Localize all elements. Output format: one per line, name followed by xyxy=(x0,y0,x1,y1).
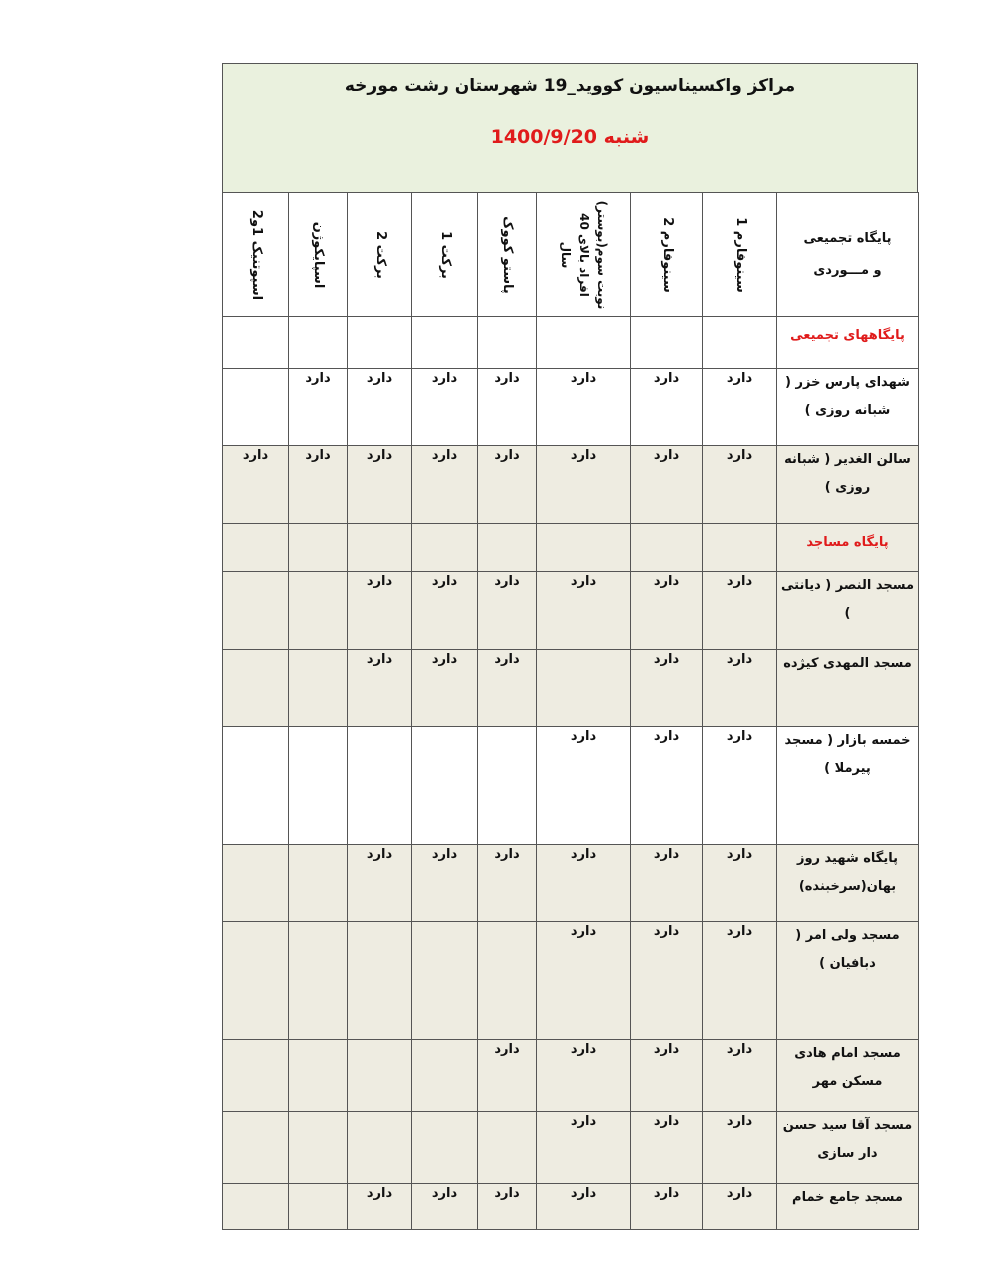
availability-cell xyxy=(703,524,777,572)
header-booster xyxy=(537,193,631,317)
header-label: برکت 2 xyxy=(372,230,388,279)
site-name: مسجد ولی امر ( دبافیان ) xyxy=(777,922,919,1040)
availability-cell: دارد xyxy=(478,845,537,922)
availability-cell xyxy=(289,727,348,845)
header-label: اسپایکوژن xyxy=(311,221,326,288)
site-name: مسجد آقا سید حسن دار سازی xyxy=(777,1112,919,1184)
availability-cell: دارد xyxy=(478,1184,537,1230)
availability-cell xyxy=(289,1112,348,1184)
availability-cell xyxy=(412,317,478,369)
availability-cell: دارد xyxy=(289,446,348,524)
section-title: پایگاههای تجمیعی xyxy=(777,317,919,369)
site-name: مسجد امام هادی مسکن مهر xyxy=(777,1040,919,1112)
availability-cell: دارد xyxy=(348,369,412,446)
availability-cell xyxy=(348,1040,412,1112)
availability-cell: دارد xyxy=(348,650,412,727)
header-label: نوبت سوم(بوستر) افراد بالای 40 سال xyxy=(558,200,609,309)
availability-cell: دارد xyxy=(412,845,478,922)
availability-cell xyxy=(223,369,289,446)
availability-cell: دارد xyxy=(703,1112,777,1184)
availability-cell: دارد xyxy=(478,369,537,446)
availability-cell: دارد xyxy=(703,446,777,524)
availability-cell: دارد xyxy=(537,446,631,524)
site-name: پایگاه شهید روز بهان(سرخبنده) xyxy=(777,845,919,922)
availability-cell xyxy=(348,317,412,369)
header-label: اسپوتنیک 1و2 xyxy=(248,209,264,300)
availability-cell xyxy=(223,845,289,922)
availability-cell: دارد xyxy=(537,922,631,1040)
availability-cell: دارد xyxy=(703,1040,777,1112)
availability-cell: دارد xyxy=(703,650,777,727)
header-row xyxy=(223,193,919,317)
site-name: شهدای پارس خزر ( شبانه روزی ) xyxy=(777,369,919,446)
availability-cell xyxy=(412,1040,478,1112)
availability-cell: دارد xyxy=(631,727,703,845)
availability-cell xyxy=(289,1184,348,1230)
site-name: مسجد جامع خمام xyxy=(777,1184,919,1230)
availability-cell xyxy=(348,1112,412,1184)
section-title: پایگاه مساجد xyxy=(777,524,919,572)
availability-cell: دارد xyxy=(412,650,478,727)
availability-cell xyxy=(348,524,412,572)
availability-cell xyxy=(537,650,631,727)
availability-cell: دارد xyxy=(703,1184,777,1230)
availability-cell: دارد xyxy=(631,369,703,446)
title-banner xyxy=(222,63,918,193)
table-row xyxy=(223,727,919,845)
header-sputnik xyxy=(223,193,289,317)
table-row xyxy=(223,1040,919,1112)
availability-cell xyxy=(478,727,537,845)
availability-cell xyxy=(223,922,289,1040)
availability-cell xyxy=(289,317,348,369)
sheet-date: شنبه 1400/9/20 xyxy=(490,126,650,148)
availability-cell xyxy=(412,524,478,572)
availability-cell: دارد xyxy=(703,572,777,650)
header-label: سینوفارم 1 xyxy=(732,216,748,293)
availability-cell xyxy=(537,524,631,572)
vaccine-availability-table xyxy=(222,192,919,1230)
availability-cell xyxy=(631,317,703,369)
availability-cell: دارد xyxy=(537,1112,631,1184)
table-row xyxy=(223,650,919,727)
availability-cell: دارد xyxy=(631,650,703,727)
header-pasto-covac xyxy=(478,193,537,317)
header-site-type xyxy=(777,193,919,317)
availability-cell xyxy=(412,922,478,1040)
availability-cell xyxy=(289,1040,348,1112)
availability-cell: دارد xyxy=(537,369,631,446)
availability-cell: دارد xyxy=(631,1184,703,1230)
availability-cell xyxy=(703,317,777,369)
availability-cell: دارد xyxy=(412,369,478,446)
availability-cell xyxy=(223,524,289,572)
vaccination-sheet xyxy=(222,63,918,1230)
availability-cell xyxy=(223,572,289,650)
availability-cell: دارد xyxy=(631,1112,703,1184)
section-row xyxy=(223,524,919,572)
availability-cell: دارد xyxy=(537,1040,631,1112)
availability-cell xyxy=(478,1112,537,1184)
table-row xyxy=(223,369,919,446)
availability-cell: دارد xyxy=(537,845,631,922)
table-row xyxy=(223,1112,919,1184)
table-row xyxy=(223,446,919,524)
site-name: مسجد المهدی کیژده xyxy=(777,650,919,727)
availability-cell: دارد xyxy=(703,922,777,1040)
availability-cell: دارد xyxy=(631,922,703,1040)
availability-cell: دارد xyxy=(478,446,537,524)
availability-cell xyxy=(478,524,537,572)
availability-cell xyxy=(289,922,348,1040)
availability-cell: دارد xyxy=(348,845,412,922)
availability-cell: دارد xyxy=(412,1184,478,1230)
availability-cell xyxy=(223,727,289,845)
availability-cell xyxy=(412,1112,478,1184)
availability-cell: دارد xyxy=(537,572,631,650)
site-name: خمسه بازار ( مسجد پیرملا ) xyxy=(777,727,919,845)
site-name: سالن الغدیر ( شبانه روزی ) xyxy=(777,446,919,524)
header-sinopharm-2 xyxy=(631,193,703,317)
sheet-title: مراکز واکسیناسیون کووید_19 شهرستان رشت مورخه xyxy=(344,76,796,96)
availability-cell: دارد xyxy=(631,845,703,922)
availability-cell xyxy=(537,317,631,369)
header-barekat-2 xyxy=(348,193,412,317)
header-barekat-1 xyxy=(412,193,478,317)
header-label: برکت 1 xyxy=(437,230,453,279)
availability-cell xyxy=(223,1112,289,1184)
availability-cell: دارد xyxy=(537,727,631,845)
availability-cell: دارد xyxy=(631,572,703,650)
header-spikogen xyxy=(289,193,348,317)
corner-line-1: پایگاه تجمیعی xyxy=(803,230,892,246)
availability-cell xyxy=(631,524,703,572)
availability-cell: دارد xyxy=(537,1184,631,1230)
availability-cell xyxy=(289,524,348,572)
header-label: پاستو کووک xyxy=(500,215,515,294)
availability-cell xyxy=(223,317,289,369)
availability-cell: دارد xyxy=(478,650,537,727)
availability-cell xyxy=(348,922,412,1040)
header-label: سینوفارم 2 xyxy=(659,216,675,293)
availability-cell xyxy=(223,650,289,727)
table-row xyxy=(223,922,919,1040)
table-row xyxy=(223,572,919,650)
availability-cell xyxy=(289,650,348,727)
availability-cell xyxy=(348,727,412,845)
availability-cell: دارد xyxy=(348,446,412,524)
availability-cell: دارد xyxy=(348,1184,412,1230)
availability-cell: دارد xyxy=(412,572,478,650)
availability-cell: دارد xyxy=(631,446,703,524)
availability-cell xyxy=(412,727,478,845)
availability-cell: دارد xyxy=(478,572,537,650)
availability-cell: دارد xyxy=(289,369,348,446)
availability-cell xyxy=(223,1184,289,1230)
availability-cell: دارد xyxy=(703,727,777,845)
corner-line-2: و مـــوردی xyxy=(813,262,882,278)
availability-cell: دارد xyxy=(478,1040,537,1112)
availability-cell xyxy=(223,1040,289,1112)
section-row xyxy=(223,317,919,369)
availability-cell xyxy=(289,845,348,922)
availability-cell xyxy=(289,572,348,650)
availability-cell: دارد xyxy=(631,1040,703,1112)
availability-cell xyxy=(478,317,537,369)
availability-cell: دارد xyxy=(703,845,777,922)
table-row xyxy=(223,1184,919,1230)
table-row xyxy=(223,845,919,922)
header-sinopharm-1 xyxy=(703,193,777,317)
availability-cell: دارد xyxy=(703,369,777,446)
availability-cell: دارد xyxy=(348,572,412,650)
site-name: مسجد النصر ( دیانتی ) xyxy=(777,572,919,650)
availability-cell: دارد xyxy=(412,446,478,524)
availability-cell xyxy=(478,922,537,1040)
availability-cell: دارد xyxy=(223,446,289,524)
